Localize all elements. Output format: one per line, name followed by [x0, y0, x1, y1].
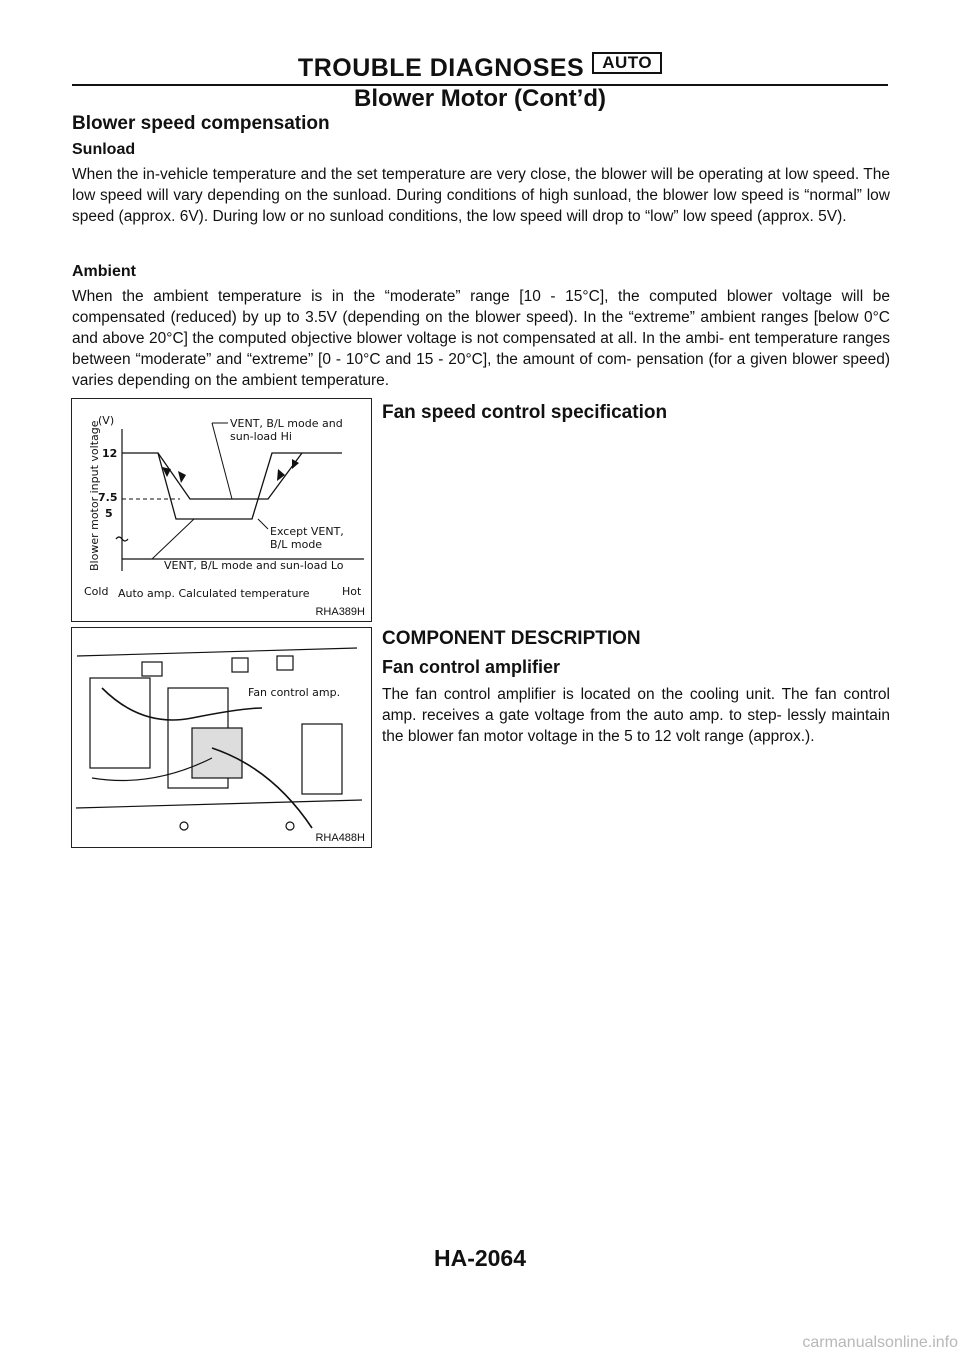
- page-subtitle: Blower Motor (Cont’d): [354, 85, 606, 112]
- page-number: HA-2064: [433, 1245, 527, 1271]
- callout-except-vent-1: Except VENT,: [270, 525, 344, 538]
- fan-control-amp-figure: [71, 627, 372, 848]
- callout-leader: [152, 519, 194, 559]
- clip-icon: [142, 662, 162, 676]
- callout-except-vent-2: B/L mode: [270, 538, 323, 551]
- blower-compensation-heading: Blower speed compensation: [72, 113, 330, 134]
- ambient-heading: Ambient: [72, 263, 136, 280]
- callout-sunload-hi-2: sun-load Hi: [230, 430, 292, 443]
- auto-badge: AUTO: [592, 52, 662, 74]
- watermark: carmanualsonline.info: [802, 1334, 958, 1351]
- callout-sunload-hi-1: VENT, B/L mode and: [230, 417, 343, 430]
- clip-icon: [232, 658, 248, 672]
- fan-control-amplifier-paragraph: The fan control amplifier is located on the cooling unit. The fan control amp. receives a gate voltage from the auto amp. to step- lessly maintain the blower fan motor voltage in the 5 to 12 volt range (approx.).: [382, 686, 890, 745]
- x-left-label: Cold: [84, 585, 109, 598]
- fan-control-amplifier-heading: Fan control amplifier: [382, 657, 561, 677]
- callout-leader: [212, 423, 232, 499]
- callout-sunload-lo: VENT, B/L mode and sun-load Lo: [164, 559, 344, 572]
- callout-leader: [258, 519, 268, 529]
- cooling-unit-panel: [90, 678, 150, 768]
- sunload-paragraph: When the in-vehicle temperature and the set temperature are very close, the blower will be operating at low speed. The low speed will vary depending on the sunload. During conditions of high sunload, the blower low speed is “normal” low speed (approx. 6V). During low or no sunload conditions, the low speed will drop to “low” low speed (approx. 5V).: [72, 166, 890, 225]
- y-tick-5: 5: [105, 507, 113, 520]
- arrow-icon: [178, 471, 186, 483]
- figure2-code: RHA488H: [315, 832, 365, 844]
- clip-icon: [277, 656, 293, 670]
- header-title-text: TROUBLE DIAGNOSES: [297, 54, 585, 82]
- y-unit-label: (V): [98, 414, 115, 427]
- fan-speed-graph-figure: [71, 398, 372, 622]
- y-tick-12: 12: [102, 447, 118, 460]
- fan-control-amp-unit: [192, 728, 242, 778]
- fan-speed-spec-heading: Fan speed control specification: [382, 402, 668, 423]
- component-description-heading: COMPONENT DESCRIPTION: [382, 628, 641, 649]
- arrow-icon: [277, 469, 285, 481]
- arrow-icon: [292, 459, 299, 469]
- figure1-code: RHA389H: [315, 606, 365, 618]
- wire-harness: [102, 688, 262, 720]
- x-axis-label: Auto amp. Calculated temperature: [118, 587, 310, 600]
- curve-sunload-hi: [122, 453, 342, 519]
- fan-control-amp-illustration: [72, 628, 371, 847]
- sunload-heading: Sunload: [72, 141, 136, 158]
- ambient-paragraph: When the ambient temperature is in the “moderate” range [10 - 15°C], the computed blower voltage will be compensated (reduced) by up to 3.5V (depending on the blower speed). In the “extreme” ambient ranges [below 0°C and above 20°C] the computed objective blower voltage is not compensated at all. In the ambi- ent temperature ranges between “moderate” and “extreme” [0 - 10°C and 15 - 20°C], the amount of com- pensation (for a given blower speed) varies depending on the ambient temperature.: [72, 288, 890, 389]
- x-right-label: Hot: [342, 585, 362, 598]
- page-header-title: [0, 54, 960, 83]
- fan-speed-graph: [72, 399, 371, 621]
- y-axis-label: Blower motor input voltage: [88, 420, 101, 571]
- y-tick-7-5: 7.5: [98, 491, 118, 504]
- fan-control-amp-label: Fan control amp.: [248, 686, 341, 699]
